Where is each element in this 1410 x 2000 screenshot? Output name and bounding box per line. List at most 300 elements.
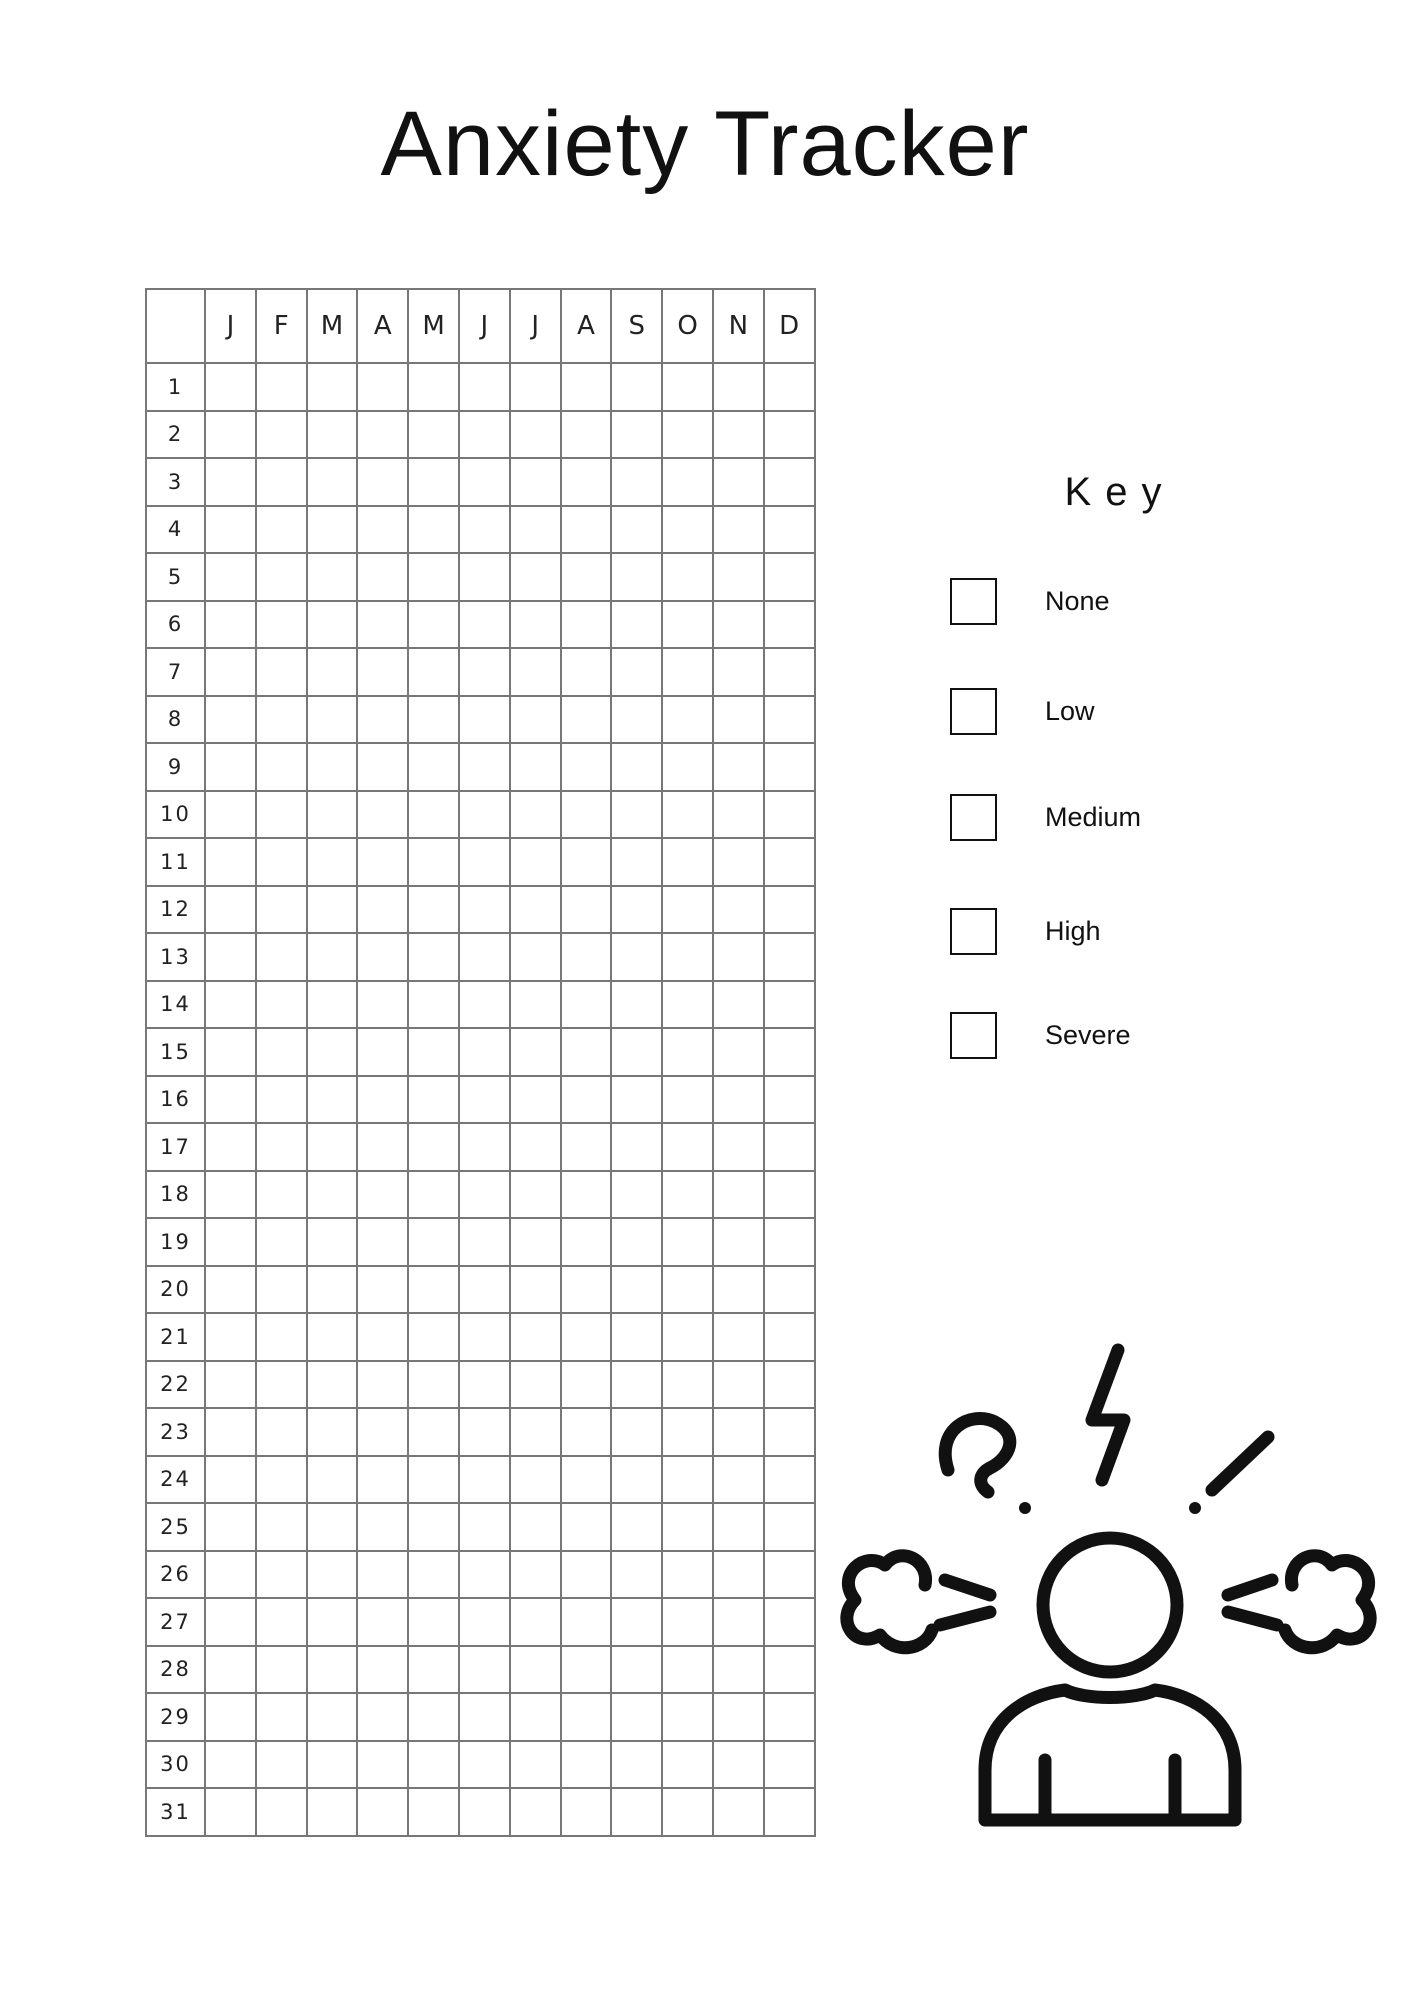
tracker-cell[interactable] (561, 553, 612, 601)
tracker-cell[interactable] (611, 981, 662, 1029)
tracker-cell[interactable] (662, 1693, 713, 1741)
tracker-cell[interactable] (561, 1028, 612, 1076)
tracker-cell[interactable] (662, 1408, 713, 1456)
tracker-cell[interactable] (408, 933, 459, 981)
tracker-cell[interactable] (764, 1551, 815, 1599)
tracker-cell[interactable] (205, 1551, 256, 1599)
tracker-cell[interactable] (713, 1456, 764, 1504)
tracker-cell[interactable] (459, 981, 510, 1029)
tracker-cell[interactable] (764, 506, 815, 554)
tracker-cell[interactable] (256, 791, 307, 839)
tracker-cell[interactable] (357, 1123, 408, 1171)
tracker-cell[interactable] (357, 1646, 408, 1694)
tracker-cell[interactable] (357, 1456, 408, 1504)
tracker-cell[interactable] (713, 458, 764, 506)
tracker-cell[interactable] (256, 1788, 307, 1836)
tracker-cell[interactable] (205, 1361, 256, 1409)
tracker-cell[interactable] (408, 838, 459, 886)
tracker-cell[interactable] (764, 1171, 815, 1219)
tracker-cell[interactable] (662, 506, 713, 554)
tracker-cell[interactable] (662, 601, 713, 649)
tracker-cell[interactable] (611, 838, 662, 886)
tracker-cell[interactable] (662, 1551, 713, 1599)
tracker-cell[interactable] (510, 791, 561, 839)
tracker-cell[interactable] (561, 1123, 612, 1171)
tracker-cell[interactable] (357, 1408, 408, 1456)
tracker-cell[interactable] (307, 1598, 358, 1646)
tracker-cell[interactable] (357, 1218, 408, 1266)
tracker-cell[interactable] (307, 1266, 358, 1314)
tracker-cell[interactable] (357, 1788, 408, 1836)
tracker-cell[interactable] (713, 791, 764, 839)
tracker-cell[interactable] (459, 791, 510, 839)
tracker-cell[interactable] (256, 743, 307, 791)
tracker-cell[interactable] (256, 981, 307, 1029)
tracker-cell[interactable] (764, 601, 815, 649)
tracker-cell[interactable] (408, 1646, 459, 1694)
tracker-cell[interactable] (561, 886, 612, 934)
tracker-cell[interactable] (713, 1171, 764, 1219)
tracker-cell[interactable] (307, 1076, 358, 1124)
tracker-cell[interactable] (764, 648, 815, 696)
tracker-cell[interactable] (662, 1598, 713, 1646)
tracker-cell[interactable] (459, 458, 510, 506)
tracker-cell[interactable] (561, 1361, 612, 1409)
tracker-cell[interactable] (713, 1123, 764, 1171)
tracker-cell[interactable] (662, 933, 713, 981)
tracker-cell[interactable] (256, 1076, 307, 1124)
tracker-cell[interactable] (561, 981, 612, 1029)
tracker-cell[interactable] (662, 648, 713, 696)
tracker-cell[interactable] (256, 411, 307, 459)
tracker-cell[interactable] (205, 791, 256, 839)
tracker-cell[interactable] (307, 838, 358, 886)
tracker-cell[interactable] (459, 1646, 510, 1694)
tracker-cell[interactable] (510, 743, 561, 791)
key-checkbox[interactable] (950, 578, 997, 625)
tracker-cell[interactable] (510, 696, 561, 744)
tracker-cell[interactable] (713, 1218, 764, 1266)
tracker-cell[interactable] (510, 648, 561, 696)
tracker-cell[interactable] (408, 601, 459, 649)
tracker-cell[interactable] (611, 1551, 662, 1599)
tracker-cell[interactable] (357, 1693, 408, 1741)
tracker-cell[interactable] (307, 1218, 358, 1266)
tracker-cell[interactable] (713, 1313, 764, 1361)
tracker-cell[interactable] (611, 1076, 662, 1124)
tracker-cell[interactable] (713, 1598, 764, 1646)
tracker-cell[interactable] (611, 1646, 662, 1694)
tracker-cell[interactable] (764, 1313, 815, 1361)
tracker-cell[interactable] (205, 553, 256, 601)
tracker-cell[interactable] (408, 791, 459, 839)
tracker-cell[interactable] (561, 506, 612, 554)
tracker-cell[interactable] (205, 1171, 256, 1219)
tracker-cell[interactable] (611, 648, 662, 696)
tracker-cell[interactable] (561, 1646, 612, 1694)
tracker-cell[interactable] (764, 743, 815, 791)
tracker-cell[interactable] (561, 1266, 612, 1314)
tracker-cell[interactable] (205, 648, 256, 696)
tracker-cell[interactable] (205, 1408, 256, 1456)
tracker-cell[interactable] (357, 981, 408, 1029)
tracker-cell[interactable] (408, 1218, 459, 1266)
tracker-cell[interactable] (662, 696, 713, 744)
tracker-cell[interactable] (459, 1218, 510, 1266)
tracker-cell[interactable] (256, 1123, 307, 1171)
tracker-cell[interactable] (408, 1171, 459, 1219)
tracker-cell[interactable] (510, 506, 561, 554)
tracker-cell[interactable] (205, 1456, 256, 1504)
tracker-cell[interactable] (611, 1788, 662, 1836)
tracker-cell[interactable] (662, 553, 713, 601)
tracker-cell[interactable] (307, 1361, 358, 1409)
tracker-cell[interactable] (256, 1266, 307, 1314)
tracker-cell[interactable] (611, 1408, 662, 1456)
tracker-cell[interactable] (611, 1503, 662, 1551)
tracker-cell[interactable] (713, 1076, 764, 1124)
tracker-cell[interactable] (510, 1408, 561, 1456)
tracker-cell[interactable] (256, 1456, 307, 1504)
tracker-cell[interactable] (256, 1361, 307, 1409)
tracker-cell[interactable] (611, 1361, 662, 1409)
tracker-cell[interactable] (713, 1028, 764, 1076)
tracker-cell[interactable] (713, 601, 764, 649)
tracker-cell[interactable] (459, 1788, 510, 1836)
tracker-cell[interactable] (256, 1741, 307, 1789)
tracker-cell[interactable] (662, 981, 713, 1029)
tracker-cell[interactable] (256, 506, 307, 554)
tracker-cell[interactable] (764, 1456, 815, 1504)
tracker-cell[interactable] (764, 1693, 815, 1741)
tracker-cell[interactable] (510, 601, 561, 649)
tracker-cell[interactable] (662, 1503, 713, 1551)
tracker-cell[interactable] (459, 553, 510, 601)
tracker-cell[interactable] (561, 1741, 612, 1789)
tracker-cell[interactable] (510, 1503, 561, 1551)
tracker-cell[interactable] (561, 791, 612, 839)
tracker-cell[interactable] (459, 838, 510, 886)
tracker-cell[interactable] (459, 743, 510, 791)
tracker-cell[interactable] (459, 933, 510, 981)
tracker-cell[interactable] (611, 1171, 662, 1219)
tracker-cell[interactable] (256, 1028, 307, 1076)
tracker-cell[interactable] (256, 1408, 307, 1456)
tracker-cell[interactable] (713, 1788, 764, 1836)
tracker-cell[interactable] (764, 1408, 815, 1456)
tracker-cell[interactable] (205, 411, 256, 459)
tracker-cell[interactable] (662, 1028, 713, 1076)
tracker-cell[interactable] (713, 411, 764, 459)
tracker-cell[interactable] (459, 1123, 510, 1171)
tracker-cell[interactable] (307, 1123, 358, 1171)
tracker-cell[interactable] (256, 553, 307, 601)
tracker-cell[interactable] (510, 1028, 561, 1076)
tracker-cell[interactable] (764, 1646, 815, 1694)
tracker-cell[interactable] (764, 838, 815, 886)
tracker-cell[interactable] (408, 1313, 459, 1361)
tracker-cell[interactable] (357, 791, 408, 839)
tracker-cell[interactable] (561, 743, 612, 791)
tracker-cell[interactable] (662, 1788, 713, 1836)
tracker-cell[interactable] (256, 363, 307, 411)
tracker-cell[interactable] (408, 696, 459, 744)
tracker-cell[interactable] (408, 1503, 459, 1551)
tracker-cell[interactable] (764, 1361, 815, 1409)
tracker-cell[interactable] (561, 1313, 612, 1361)
tracker-cell[interactable] (662, 1313, 713, 1361)
tracker-cell[interactable] (561, 363, 612, 411)
tracker-cell[interactable] (307, 1408, 358, 1456)
tracker-cell[interactable] (205, 458, 256, 506)
tracker-cell[interactable] (408, 1788, 459, 1836)
tracker-cell[interactable] (662, 743, 713, 791)
tracker-cell[interactable] (205, 1788, 256, 1836)
tracker-cell[interactable] (662, 886, 713, 934)
tracker-cell[interactable] (510, 981, 561, 1029)
tracker-cell[interactable] (713, 1503, 764, 1551)
tracker-cell[interactable] (662, 1646, 713, 1694)
tracker-cell[interactable] (408, 363, 459, 411)
tracker-cell[interactable] (662, 1123, 713, 1171)
tracker-cell[interactable] (205, 1076, 256, 1124)
tracker-cell[interactable] (357, 506, 408, 554)
tracker-cell[interactable] (408, 1123, 459, 1171)
tracker-cell[interactable] (662, 411, 713, 459)
tracker-cell[interactable] (408, 648, 459, 696)
key-checkbox[interactable] (950, 908, 997, 955)
tracker-cell[interactable] (408, 1266, 459, 1314)
tracker-cell[interactable] (561, 1218, 612, 1266)
tracker-cell[interactable] (459, 601, 510, 649)
tracker-cell[interactable] (205, 1693, 256, 1741)
tracker-cell[interactable] (662, 1076, 713, 1124)
tracker-cell[interactable] (357, 1171, 408, 1219)
tracker-cell[interactable] (357, 933, 408, 981)
tracker-cell[interactable] (561, 933, 612, 981)
tracker-cell[interactable] (510, 1171, 561, 1219)
tracker-cell[interactable] (713, 1741, 764, 1789)
tracker-cell[interactable] (561, 1171, 612, 1219)
tracker-cell[interactable] (510, 933, 561, 981)
tracker-cell[interactable] (764, 1503, 815, 1551)
tracker-cell[interactable] (611, 506, 662, 554)
tracker-cell[interactable] (459, 648, 510, 696)
tracker-cell[interactable] (713, 363, 764, 411)
tracker-cell[interactable] (713, 981, 764, 1029)
tracker-cell[interactable] (408, 1361, 459, 1409)
tracker-cell[interactable] (662, 1171, 713, 1219)
tracker-cell[interactable] (307, 1313, 358, 1361)
tracker-cell[interactable] (205, 1646, 256, 1694)
tracker-cell[interactable] (713, 648, 764, 696)
tracker-cell[interactable] (662, 1218, 713, 1266)
tracker-cell[interactable] (764, 1123, 815, 1171)
tracker-cell[interactable] (764, 553, 815, 601)
tracker-cell[interactable] (307, 886, 358, 934)
tracker-cell[interactable] (459, 1408, 510, 1456)
tracker-cell[interactable] (510, 1551, 561, 1599)
tracker-cell[interactable] (713, 696, 764, 744)
tracker-cell[interactable] (510, 1741, 561, 1789)
tracker-cell[interactable] (256, 933, 307, 981)
tracker-cell[interactable] (459, 1598, 510, 1646)
tracker-cell[interactable] (611, 1218, 662, 1266)
tracker-cell[interactable] (307, 1171, 358, 1219)
tracker-cell[interactable] (408, 1076, 459, 1124)
tracker-cell[interactable] (256, 1693, 307, 1741)
tracker-cell[interactable] (205, 1313, 256, 1361)
tracker-cell[interactable] (357, 696, 408, 744)
tracker-cell[interactable] (408, 981, 459, 1029)
tracker-cell[interactable] (611, 1123, 662, 1171)
key-checkbox[interactable] (950, 688, 997, 735)
tracker-cell[interactable] (510, 1598, 561, 1646)
tracker-cell[interactable] (357, 363, 408, 411)
tracker-cell[interactable] (256, 1551, 307, 1599)
tracker-cell[interactable] (764, 1028, 815, 1076)
tracker-cell[interactable] (611, 553, 662, 601)
tracker-cell[interactable] (307, 601, 358, 649)
tracker-cell[interactable] (611, 886, 662, 934)
tracker-cell[interactable] (205, 1266, 256, 1314)
tracker-cell[interactable] (510, 411, 561, 459)
tracker-cell[interactable] (510, 363, 561, 411)
tracker-cell[interactable] (256, 696, 307, 744)
tracker-cell[interactable] (256, 1313, 307, 1361)
tracker-cell[interactable] (459, 1361, 510, 1409)
tracker-cell[interactable] (662, 1266, 713, 1314)
tracker-cell[interactable] (408, 1741, 459, 1789)
tracker-cell[interactable] (357, 1266, 408, 1314)
tracker-cell[interactable] (459, 1313, 510, 1361)
tracker-cell[interactable] (510, 1076, 561, 1124)
tracker-cell[interactable] (510, 1361, 561, 1409)
tracker-cell[interactable] (510, 458, 561, 506)
tracker-cell[interactable] (764, 933, 815, 981)
tracker-cell[interactable] (357, 1741, 408, 1789)
tracker-cell[interactable] (662, 838, 713, 886)
tracker-cell[interactable] (611, 411, 662, 459)
tracker-cell[interactable] (510, 1218, 561, 1266)
tracker-cell[interactable] (357, 1313, 408, 1361)
tracker-cell[interactable] (307, 1456, 358, 1504)
tracker-cell[interactable] (459, 1171, 510, 1219)
tracker-cell[interactable] (611, 696, 662, 744)
tracker-cell[interactable] (205, 838, 256, 886)
tracker-cell[interactable] (256, 648, 307, 696)
tracker-cell[interactable] (459, 1266, 510, 1314)
tracker-cell[interactable] (357, 553, 408, 601)
tracker-cell[interactable] (611, 1693, 662, 1741)
tracker-cell[interactable] (408, 458, 459, 506)
tracker-cell[interactable] (662, 1741, 713, 1789)
tracker-cell[interactable] (713, 1551, 764, 1599)
tracker-cell[interactable] (408, 506, 459, 554)
tracker-cell[interactable] (205, 1503, 256, 1551)
tracker-cell[interactable] (307, 1693, 358, 1741)
tracker-cell[interactable] (561, 1788, 612, 1836)
tracker-cell[interactable] (764, 1741, 815, 1789)
tracker-cell[interactable] (662, 1456, 713, 1504)
tracker-cell[interactable] (459, 1693, 510, 1741)
tracker-cell[interactable] (408, 1551, 459, 1599)
tracker-cell[interactable] (561, 1456, 612, 1504)
tracker-cell[interactable] (307, 553, 358, 601)
tracker-cell[interactable] (205, 1741, 256, 1789)
tracker-cell[interactable] (307, 363, 358, 411)
tracker-cell[interactable] (307, 411, 358, 459)
tracker-cell[interactable] (205, 506, 256, 554)
tracker-cell[interactable] (561, 411, 612, 459)
key-checkbox[interactable] (950, 1012, 997, 1059)
tracker-cell[interactable] (256, 458, 307, 506)
tracker-cell[interactable] (764, 1076, 815, 1124)
tracker-cell[interactable] (611, 363, 662, 411)
tracker-cell[interactable] (611, 933, 662, 981)
tracker-cell[interactable] (408, 411, 459, 459)
tracker-cell[interactable] (307, 696, 358, 744)
tracker-cell[interactable] (357, 886, 408, 934)
tracker-cell[interactable] (357, 1551, 408, 1599)
tracker-cell[interactable] (611, 1598, 662, 1646)
tracker-cell[interactable] (307, 648, 358, 696)
tracker-cell[interactable] (510, 886, 561, 934)
tracker-cell[interactable] (764, 886, 815, 934)
tracker-cell[interactable] (307, 1503, 358, 1551)
tracker-cell[interactable] (713, 886, 764, 934)
tracker-cell[interactable] (357, 1076, 408, 1124)
tracker-cell[interactable] (408, 886, 459, 934)
key-checkbox[interactable] (950, 794, 997, 841)
tracker-cell[interactable] (764, 981, 815, 1029)
tracker-cell[interactable] (510, 1693, 561, 1741)
tracker-cell[interactable] (205, 1218, 256, 1266)
tracker-cell[interactable] (256, 1218, 307, 1266)
tracker-cell[interactable] (561, 1598, 612, 1646)
tracker-cell[interactable] (510, 1456, 561, 1504)
tracker-cell[interactable] (256, 1598, 307, 1646)
tracker-cell[interactable] (205, 743, 256, 791)
tracker-cell[interactable] (408, 743, 459, 791)
tracker-cell[interactable] (611, 791, 662, 839)
tracker-cell[interactable] (510, 838, 561, 886)
tracker-cell[interactable] (205, 1123, 256, 1171)
tracker-cell[interactable] (561, 458, 612, 506)
tracker-cell[interactable] (611, 743, 662, 791)
tracker-cell[interactable] (459, 363, 510, 411)
tracker-cell[interactable] (307, 1788, 358, 1836)
tracker-cell[interactable] (256, 886, 307, 934)
tracker-cell[interactable] (459, 696, 510, 744)
tracker-cell[interactable] (611, 1741, 662, 1789)
tracker-cell[interactable] (764, 458, 815, 506)
tracker-cell[interactable] (205, 1028, 256, 1076)
tracker-cell[interactable] (611, 458, 662, 506)
tracker-cell[interactable] (408, 1456, 459, 1504)
tracker-cell[interactable] (205, 886, 256, 934)
tracker-cell[interactable] (713, 1693, 764, 1741)
tracker-cell[interactable] (764, 1266, 815, 1314)
tracker-cell[interactable] (459, 1741, 510, 1789)
tracker-cell[interactable] (205, 1598, 256, 1646)
tracker-cell[interactable] (256, 1646, 307, 1694)
tracker-cell[interactable] (459, 886, 510, 934)
tracker-cell[interactable] (611, 1456, 662, 1504)
tracker-cell[interactable] (408, 1598, 459, 1646)
tracker-cell[interactable] (561, 1551, 612, 1599)
tracker-cell[interactable] (662, 791, 713, 839)
